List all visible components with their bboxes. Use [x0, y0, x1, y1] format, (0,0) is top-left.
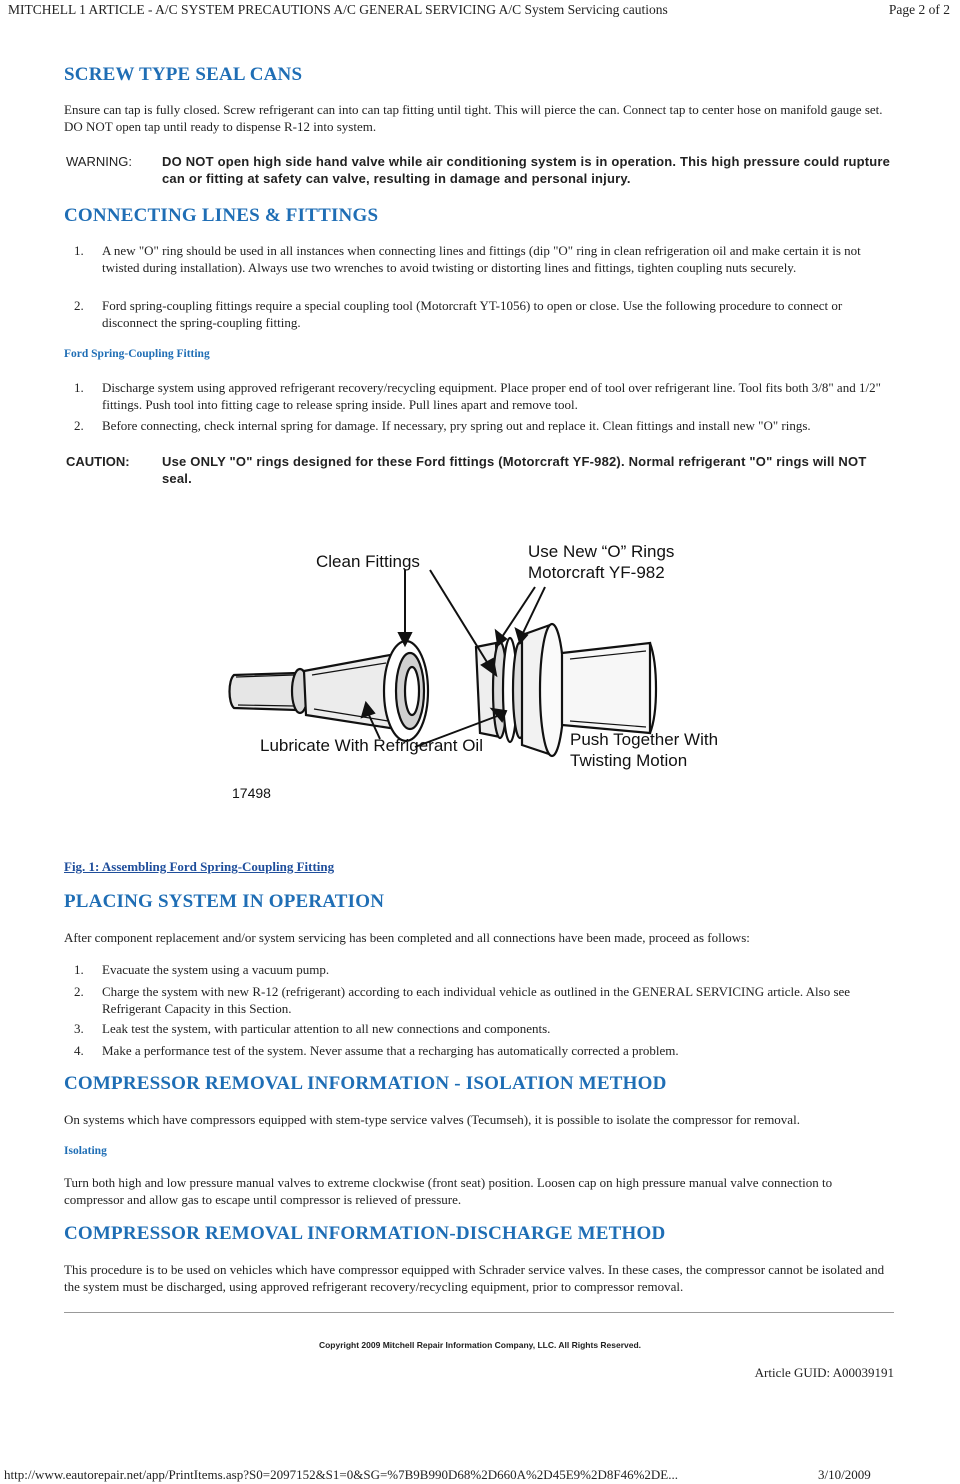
- caution-label: CAUTION:: [66, 454, 130, 469]
- spring-coupling-figure: [200, 525, 760, 815]
- copyright-notice: Copyright 2009 Mitchell Repair Information Company, LLC. All Rights Reserved.: [318, 1340, 642, 1350]
- subsection-title-isolating: Isolating: [64, 1145, 107, 1157]
- discharge-paragraph: This procedure is to be used on vehicles which have compressor equipped with Schrader service valves. In these cases, the compressor cannot be isolated and the system must be discharged, using approved refrigerant recovery/recycling equipment, prior to compressor removal.: [64, 1262, 885, 1294]
- list-text: Discharge system using approved refrigerant recovery/recycling equipment. Place proper end of tool over refrigerant line. Tool fits both 3/8" and 1/2" fittings. Push tool into fitting cage to release spring inside. Pull lines apart and remove tool.: [102, 380, 881, 412]
- page-number: Page 2 of 2: [888, 2, 950, 17]
- list-number: 1.: [74, 962, 84, 977]
- section-title-isolation-method: COMPRESSOR REMOVAL INFORMATION - ISOLATION METHOD: [64, 1073, 667, 1094]
- caution-text: Use ONLY "O" rings designed for these Ford fittings (Motorcraft YF-982). Normal refrigerant "O" rings will NOT seal.: [162, 454, 867, 486]
- list-text: Ford spring-coupling fittings require a special coupling tool (Motorcraft YT-1056) to open or close. Use the following procedure to connect or disconnect the spring-coupling fitting.: [102, 298, 843, 330]
- list-number: 3.: [74, 1021, 84, 1036]
- header-title: MITCHELL 1 ARTICLE - A/C SYSTEM PRECAUTIONS A/C GENERAL SERVICING A/C System Servicing cautions: [8, 2, 668, 17]
- section-title-screw-type: SCREW TYPE SEAL CANS: [64, 64, 303, 85]
- list-item: [74, 417, 894, 434]
- list-number: 2.: [74, 984, 84, 999]
- figure-caption-link[interactable]: Fig. 1: Assembling Ford Spring-Coupling Fitting: [64, 859, 335, 874]
- screw-type-paragraph: Ensure can tap is fully closed. Screw refrigerant can into can tap fitting until tight. This will pierce the can. Connect tap to center hose on manifold gauge set. DO NOT open tap until ready to dispense R-12 into system.: [64, 102, 883, 134]
- list-number: 2.: [74, 298, 84, 313]
- caution-note: [66, 453, 896, 487]
- figure-label-push-together: Push Together With: [570, 730, 719, 749]
- footer-divider: [64, 1312, 894, 1313]
- isolating-paragraph: Turn both high and low pressure manual valves to extreme clockwise (front seat) position. Loosen cap on high pressure manual valve connection to compressor and allow gas to escape until compressor is relieved of pressure.: [64, 1175, 833, 1207]
- section-title-placing-system: PLACING SYSTEM IN OPERATION: [64, 891, 385, 912]
- placing-system-paragraph: After component replacement and/or system servicing has been completed and all connections have been made, proceed as follows:: [64, 930, 750, 945]
- list-text: Before connecting, check internal spring for damage. If necessary, pry spring out and replace it. Clean fittings and install new "O" rings.: [102, 418, 811, 433]
- figure-number: 17498: [232, 785, 271, 801]
- list-text: A new "O" ring should be used in all instances when connecting lines and fittings (dip "O" ring in clean refrigeration oil and make certain it is not twisted during installation). Always use two wrenches to avoid twisting or distorting lines and fittings, tighten coupling nuts securely.: [102, 243, 861, 275]
- list-item: [74, 1042, 894, 1059]
- list-item: [74, 242, 894, 276]
- list-text: Make a performance test of the system. Never assume that a recharging has automatically corrected a problem.: [102, 1043, 679, 1058]
- isolation-paragraph: On systems which have compressors equipped with stem-type service valves (Tecumseh), it is possible to isolate the compressor for removal.: [64, 1112, 800, 1127]
- warning-label: WARNING:: [66, 154, 132, 169]
- figure-label-clean-fittings: Clean Fittings: [316, 552, 420, 571]
- figure-label-orings: Use New “O” Rings: [528, 542, 675, 561]
- list-text: Charge the system with new R-12 (refrigerant) according to each individual vehicle as outlined in the GENERAL SERVICING article. Also see Refrigerant Capacity in this Section.: [102, 984, 851, 1016]
- list-item: [74, 379, 894, 413]
- article-guid: Article GUID: A00039191: [754, 1365, 894, 1380]
- subsection-title-ford-coupling: Ford Spring-Coupling Fitting: [64, 348, 210, 360]
- warning-note: [66, 153, 896, 187]
- list-item: [74, 297, 894, 331]
- list-text: Leak test the system, with particular attention to all new connections and components.: [102, 1021, 551, 1036]
- section-title-discharge-method: COMPRESSOR REMOVAL INFORMATION-DISCHARGE METHOD: [64, 1223, 666, 1244]
- figure-label-twisting: Twisting Motion: [570, 751, 688, 770]
- list-number: 4.: [74, 1043, 84, 1058]
- section-title-connecting-lines: CONNECTING LINES & FITTINGS: [64, 205, 379, 226]
- figure-label-lubricate: Lubricate With Refrigerant Oil: [260, 736, 483, 755]
- list-item: [74, 983, 894, 1017]
- list-text: Evacuate the system using a vacuum pump.: [102, 962, 330, 977]
- figure-label-motorcraft: Motorcraft YF-982: [528, 563, 665, 582]
- list-number: 2.: [74, 418, 84, 433]
- page-url[interactable]: http://www.eautorepair.net/app/PrintItems.asp?S0=2097152&S1=0&SG=%7B9B990D68%2D660A%2D45E9%2D8F46%2DE...: [4, 1467, 678, 1482]
- list-item: [74, 1020, 894, 1037]
- print-date: 3/10/2009: [818, 1467, 871, 1482]
- warning-text: DO NOT open high side hand valve while air conditioning system is in operation. This high pressure could rupture can or fitting at safety can valve, resulting in damage and personal injury.: [162, 154, 891, 186]
- list-number: 1.: [74, 380, 84, 395]
- list-item: [74, 961, 894, 978]
- list-number: 1.: [74, 243, 84, 258]
